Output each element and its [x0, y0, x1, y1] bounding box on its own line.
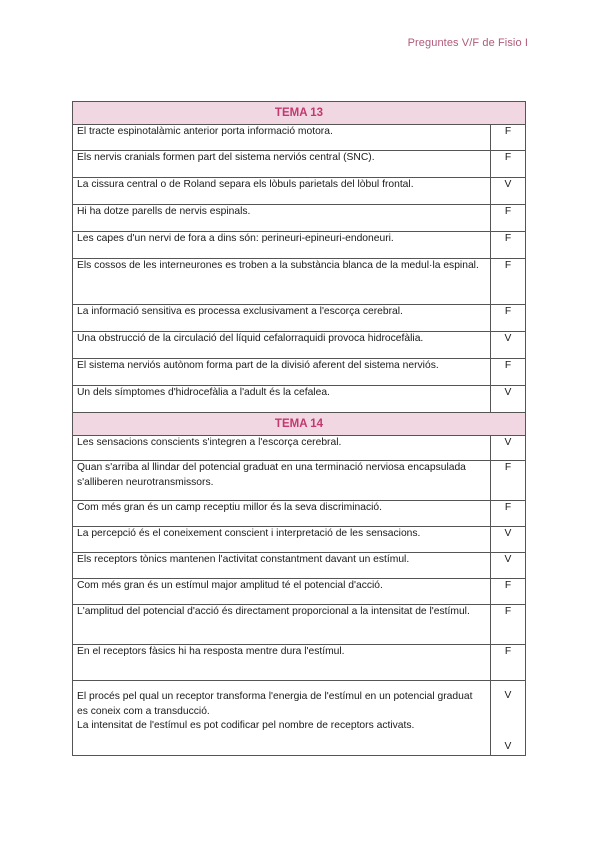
- table-row: [73, 681, 526, 756]
- question-cell: [73, 681, 491, 756]
- answer-cell: F: [490, 232, 525, 259]
- answer-cell: V: [490, 527, 525, 553]
- question-cell: Quan s'arriba al llindar del potencial graduat en una terminació nerviosa encapsulada s'alliberen neurotransmissors.: [73, 461, 491, 501]
- answer-cell: F: [490, 605, 525, 645]
- answer-cell: F: [490, 125, 525, 151]
- table-row: [73, 205, 526, 232]
- answer-cell: [490, 681, 525, 756]
- question-cell: El sistema nerviós autònom forma part de la divisió aferent del sistema nerviós.: [73, 359, 491, 386]
- answer-1: V: [504, 690, 512, 701]
- answer-cell: F: [490, 151, 525, 178]
- table-row: [73, 125, 526, 151]
- answer-cell: F: [490, 359, 525, 386]
- table-row: [73, 605, 526, 645]
- question-line-2: La intensitat de l'estímul es pot codificar pel nombre de receptors activats.: [77, 720, 415, 731]
- answer-cell: F: [490, 579, 525, 605]
- answer-cell: F: [490, 305, 525, 332]
- table-row: [73, 332, 526, 359]
- question-cell: L'amplitud del potencial d'acció és directament proporcional a la intensitat de l'estímul.: [73, 605, 491, 645]
- table-row: [73, 501, 526, 527]
- true-false-table: [72, 101, 526, 756]
- section-title: TEMA 14: [73, 413, 526, 436]
- answer-cell: F: [490, 461, 525, 501]
- question-line-1: El procés pel qual un receptor transforma l'energia de l'estímul en un potencial graduat es coneix com a transducció.: [77, 691, 473, 717]
- answer-cell: V: [490, 436, 525, 461]
- answer-cell: V: [490, 178, 525, 205]
- table-row: [73, 461, 526, 501]
- question-cell: Una obstrucció de la circulació del líquid cefalorraquidi provoca hidrocefàlia.: [73, 332, 491, 359]
- table-row: [73, 579, 526, 605]
- answer-cell: F: [490, 259, 525, 305]
- question-cell: La informació sensitiva es processa exclusivament a l'escorça cerebral.: [73, 305, 491, 332]
- question-cell: Els cossos de les interneurones es troben a la substància blanca de la medul·la espinal.: [73, 259, 491, 305]
- table-row: [73, 178, 526, 205]
- section-header-tema-13: [73, 102, 526, 125]
- table-row: [73, 645, 526, 681]
- question-cell: Els receptors tònics mantenen l'activitat constantment davant un estímul.: [73, 553, 491, 579]
- question-cell: Hi ha dotze parells de nervis espinals.: [73, 205, 491, 232]
- answer-cell: V: [490, 553, 525, 579]
- document-header-title: Preguntes V/F de Fisio I: [407, 37, 528, 49]
- answer-cell: V: [490, 332, 525, 359]
- answer-cell: F: [490, 501, 525, 527]
- table-row: [73, 151, 526, 178]
- question-cell: La percepció és el coneixement conscient i interpretació de les sensacions.: [73, 527, 491, 553]
- question-cell: Les capes d'un nervi de fora a dins són: perineuri-epineuri-endoneuri.: [73, 232, 491, 259]
- table-row: [73, 305, 526, 332]
- table-row: [73, 259, 526, 305]
- table-row: [73, 359, 526, 386]
- table-row: [73, 527, 526, 553]
- answer-2: V: [504, 740, 512, 752]
- answer-cell: F: [490, 645, 525, 681]
- table-row: [73, 386, 526, 413]
- question-cell: Els nervis cranials formen part del sistema nerviós central (SNC).: [73, 151, 491, 178]
- section-title: TEMA 13: [73, 102, 526, 125]
- answer-cell: V: [490, 386, 525, 413]
- table-row: [73, 232, 526, 259]
- question-cell: Les sensacions conscients s'integren a l'escorça cerebral.: [73, 436, 491, 461]
- question-cell: Com més gran és un estímul major amplitud té el potencial d'acció.: [73, 579, 491, 605]
- question-cell: Un dels símptomes d'hidrocefàlia a l'adult és la cefalea.: [73, 386, 491, 413]
- question-cell: El tracte espinotalàmic anterior porta informació motora.: [73, 125, 491, 151]
- question-cell: En el receptors fàsics hi ha resposta mentre dura l'estímul.: [73, 645, 491, 681]
- table-row: [73, 553, 526, 579]
- question-cell: La cissura central o de Roland separa els lòbuls parietals del lòbul frontal.: [73, 178, 491, 205]
- table-row: [73, 436, 526, 461]
- section-header-tema-14: [73, 413, 526, 436]
- question-cell: Com més gran és un camp receptiu millor és la seva discriminació.: [73, 501, 491, 527]
- answer-cell: F: [490, 205, 525, 232]
